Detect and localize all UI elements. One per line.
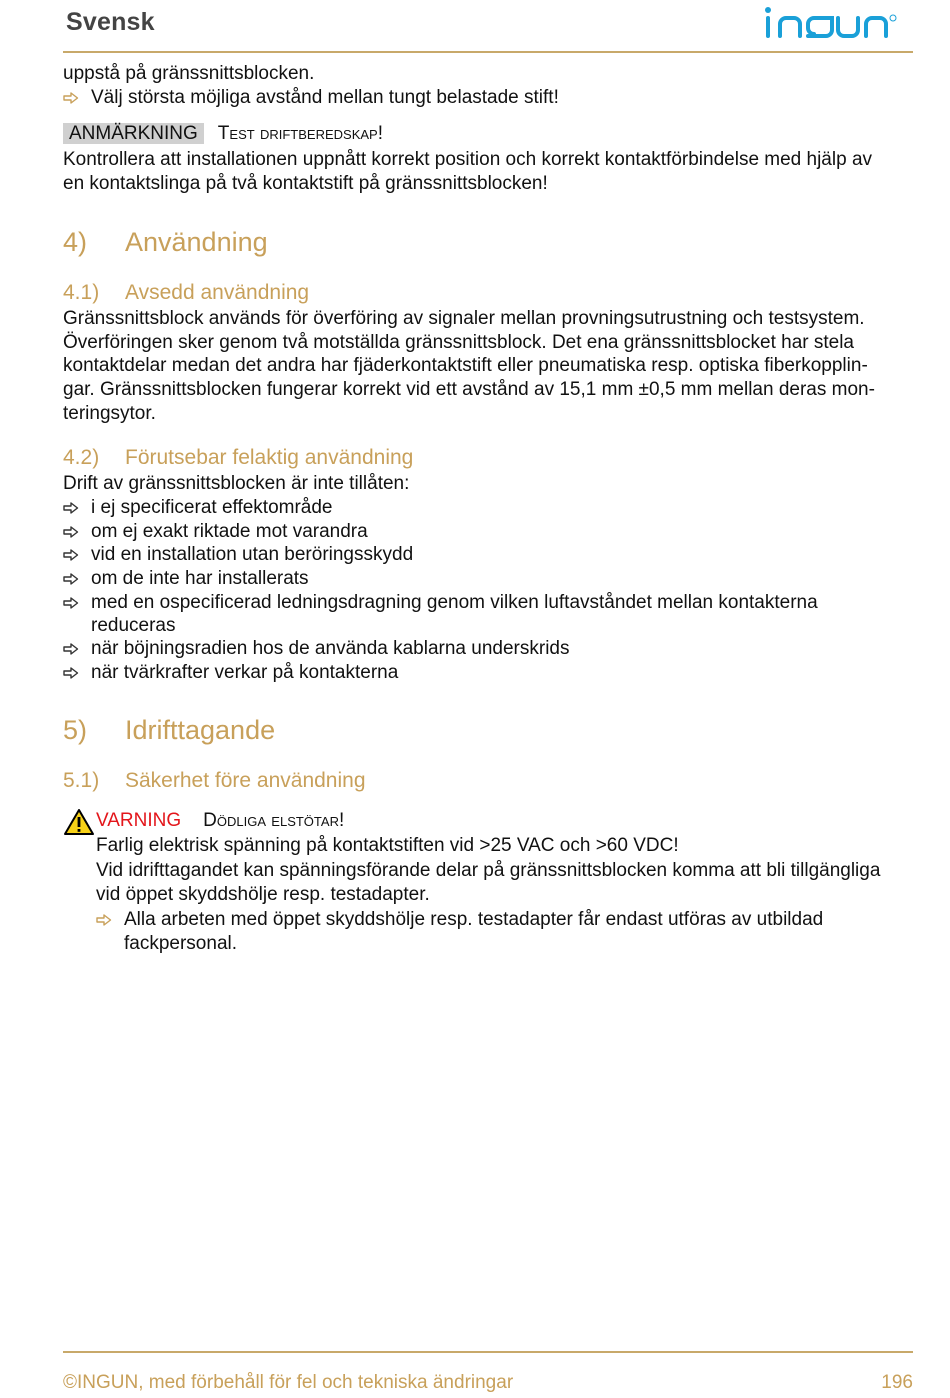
list-item-continuation: reduceras bbox=[91, 615, 176, 636]
header-rule bbox=[63, 51, 913, 53]
subsection-title: Avsedd användning bbox=[125, 281, 310, 304]
arrow-right-icon bbox=[96, 908, 124, 932]
list-item bbox=[63, 86, 913, 110]
paragraph-line: Överföringen sker genom två motställda gränssnittsblock. Det ena gränssnittsblocket har stela bbox=[63, 332, 854, 353]
paragraph-line: teringsytor. bbox=[63, 403, 156, 424]
paragraph-line: gar. Gränssnittsblocken fungerar korrekt vid ett avstånd av 15,1 mm ±0,5 mm mellan deras mon- bbox=[63, 379, 875, 400]
header-language: Svensk bbox=[66, 8, 155, 36]
list-item bbox=[63, 661, 913, 685]
arrow-right-icon bbox=[63, 591, 91, 615]
list-item-text: Välj största möjliga avstånd mellan tungt belastade stift! bbox=[91, 87, 559, 108]
note-header bbox=[63, 122, 913, 146]
list-item-text: vid en installation utan beröringsskydd bbox=[91, 544, 414, 565]
warning-triangle-icon bbox=[63, 808, 95, 841]
warning-text: Farlig elektrisk spänning på kontaktstiften vid >25 VAC och >60 VDC! bbox=[96, 835, 679, 856]
warning-text: vid öppet skyddshölje resp. testadapter. bbox=[96, 884, 430, 905]
section-number: 5) bbox=[63, 715, 88, 745]
list-item-text: om de inte har installerats bbox=[91, 568, 309, 589]
list-item-text: när tvärkrafter verkar på kontakterna bbox=[91, 662, 399, 683]
paragraph-line: Gränssnittsblock används för överföring av signaler mellan provningsutrustning och testsystem. bbox=[63, 308, 865, 329]
list-item-text: när böjningsradien hos de använda kablarna underskrids bbox=[91, 638, 570, 659]
warning-text: Vid idrifttagandet kan spänningsförande delar på gränssnittsblocken komma att bli tillgängliga bbox=[96, 860, 881, 881]
arrow-right-icon bbox=[63, 543, 91, 567]
arrow-right-icon bbox=[63, 86, 91, 110]
list-item bbox=[63, 543, 913, 567]
note-text: Kontrollera att installationen uppnått korrekt position och korrekt kontaktförbindelse med hjälp av bbox=[63, 149, 873, 170]
warning-label: VARNING bbox=[96, 810, 182, 831]
arrow-right-icon bbox=[63, 567, 91, 591]
list-item bbox=[63, 496, 913, 520]
list-item-text: med en ospecificerad ledningsdragning genom vilken luftavståndet mellan kontakterna bbox=[91, 592, 818, 613]
section-title: Användning bbox=[125, 227, 268, 257]
footer-rule bbox=[63, 1351, 913, 1353]
section-number: 4) bbox=[63, 227, 88, 257]
subsection-number: 4.2) bbox=[63, 446, 100, 469]
footer bbox=[63, 1372, 913, 1394]
note-label: ANMÄRKNING bbox=[63, 123, 204, 144]
arrow-right-icon bbox=[63, 661, 91, 685]
subsection-heading bbox=[63, 446, 413, 470]
list-item-text: om ej exakt riktade mot varandra bbox=[91, 521, 368, 542]
section-heading bbox=[63, 227, 268, 258]
list-item bbox=[63, 520, 913, 544]
subsection-title: Förutsebar felaktig användning bbox=[125, 446, 414, 469]
subsection-heading bbox=[63, 769, 366, 793]
section-title: Idrifttagande bbox=[125, 715, 276, 745]
warning-title: Dödliga elstötar! bbox=[203, 810, 345, 831]
list-item bbox=[63, 567, 913, 591]
list-item bbox=[63, 591, 913, 615]
list-item bbox=[63, 637, 913, 661]
intro-line: uppstå på gränssnittsblocken. bbox=[63, 63, 315, 84]
arrow-right-icon bbox=[63, 637, 91, 661]
arrow-right-icon bbox=[63, 520, 91, 544]
list-item-text: Alla arbeten med öppet skyddshölje resp. testadapter får endast utföras av utbildad bbox=[124, 909, 824, 930]
paragraph-line: Drift av gränssnittsblocken är inte tillåten: bbox=[63, 473, 410, 494]
page-number: 196 bbox=[881, 1372, 913, 1393]
paragraph-line: kontaktdelar medan det andra har fjäderkontaktstift eller pneumatiska resp. optiska fiberkopplin- bbox=[63, 355, 868, 376]
ingun-logo bbox=[762, 4, 918, 49]
subsection-title: Säkerhet före användning bbox=[125, 769, 366, 792]
note-title: Test driftberedskap! bbox=[217, 123, 383, 144]
list-item-continuation: fackpersonal. bbox=[124, 933, 238, 954]
footer-copyright: ©INGUN, med förbehåll för fel och tekniska ändringar bbox=[63, 1372, 514, 1393]
note-text: en kontaktslinga på två kontaktstift på gränssnittsblocken! bbox=[63, 173, 548, 194]
subsection-number: 5.1) bbox=[63, 769, 100, 792]
warning-header bbox=[96, 809, 911, 833]
arrow-right-icon bbox=[63, 496, 91, 520]
subsection-number: 4.1) bbox=[63, 281, 100, 304]
section-heading bbox=[63, 715, 275, 746]
list-item-text: i ej specificerat effektområde bbox=[91, 497, 333, 518]
subsection-heading bbox=[63, 281, 309, 305]
logo-icon bbox=[762, 4, 918, 44]
list-item bbox=[96, 908, 911, 932]
